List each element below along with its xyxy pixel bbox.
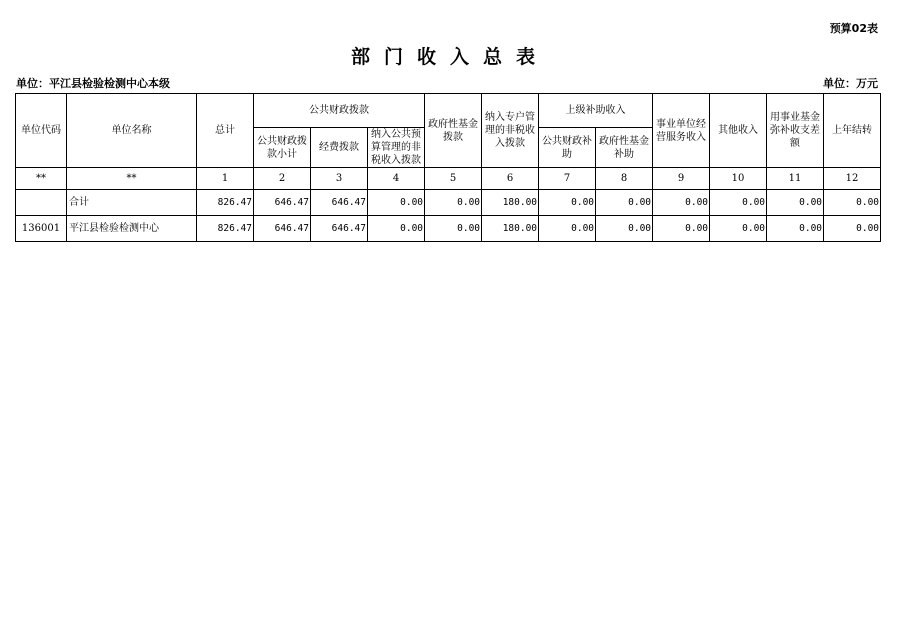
header-funding: 经费拨款 xyxy=(311,128,368,168)
header-unit-code: 单位代码 xyxy=(16,94,67,168)
table-row-unit xyxy=(16,216,881,242)
page-title: 部门收入总表 xyxy=(350,46,549,68)
cell-business-income: 0.00 xyxy=(653,190,710,216)
income-summary-table xyxy=(15,93,881,242)
unit-name-label: 单位：平江县检验检测中心本级 xyxy=(16,77,170,90)
header-special-non-tax: 纳入专户管理的非税收入拨款 xyxy=(482,94,539,168)
header-public-finance-group: 公共财政拨款 xyxy=(254,94,425,128)
cell-superior-public: 0.00 xyxy=(539,216,596,242)
cell-public-subtotal: 646.47 xyxy=(254,190,311,216)
index-cell: 2 xyxy=(254,168,311,190)
cell-other-income: 0.00 xyxy=(710,190,767,216)
header-fund-offset: 用事业基金弥补收支差额 xyxy=(767,94,824,168)
cell-gov-fund: 0.00 xyxy=(425,190,482,216)
header-superior-gov-fund: 政府性基金补助 xyxy=(596,128,653,168)
cell-total: 826.47 xyxy=(197,216,254,242)
index-cell: 11 xyxy=(767,168,824,190)
index-cell: 6 xyxy=(482,168,539,190)
row-unit-name: 合计 xyxy=(67,190,197,216)
cell-fund-offset: 0.00 xyxy=(767,190,824,216)
cell-other-income: 0.00 xyxy=(710,216,767,242)
index-cell: 4 xyxy=(368,168,425,190)
cell-carryover: 0.00 xyxy=(824,216,881,242)
cell-superior-gov-fund: 0.00 xyxy=(596,216,653,242)
header-gov-fund: 政府性基金拨款 xyxy=(425,94,482,168)
cell-fund-offset: 0.00 xyxy=(767,216,824,242)
cell-public-subtotal: 646.47 xyxy=(254,216,311,242)
header-public-subtotal: 公共财政拨款小计 xyxy=(254,128,311,168)
header-business-income: 事业单位经营服务收入 xyxy=(653,94,710,168)
cell-funding: 646.47 xyxy=(311,190,368,216)
cell-carryover: 0.00 xyxy=(824,190,881,216)
cell-non-tax: 0.00 xyxy=(368,190,425,216)
index-cell: 12 xyxy=(824,168,881,190)
header-non-tax: 纳入公共预算管理的非税收入拨款 xyxy=(368,128,425,168)
index-cell: 3 xyxy=(311,168,368,190)
index-cell: ** xyxy=(16,168,67,190)
index-cell: 9 xyxy=(653,168,710,190)
cell-special-non-tax: 180.00 xyxy=(482,216,539,242)
table-row-total xyxy=(16,190,881,216)
header-total: 总计 xyxy=(197,94,254,168)
index-cell: 7 xyxy=(539,168,596,190)
index-cell: ** xyxy=(67,168,197,190)
index-cell: 8 xyxy=(596,168,653,190)
cell-superior-public: 0.00 xyxy=(539,190,596,216)
header-superior-group: 上级补助收入 xyxy=(539,94,653,128)
header-other-income: 其他收入 xyxy=(710,94,767,168)
cell-superior-gov-fund: 0.00 xyxy=(596,190,653,216)
index-cell: 10 xyxy=(710,168,767,190)
header-unit-name: 单位名称 xyxy=(67,94,197,168)
index-row xyxy=(16,168,881,190)
header-carryover: 上年结转 xyxy=(824,94,881,168)
index-cell: 1 xyxy=(197,168,254,190)
cell-gov-fund: 0.00 xyxy=(425,216,482,242)
row-unit-code: 136001 xyxy=(16,216,67,242)
cell-total: 826.47 xyxy=(197,190,254,216)
index-cell: 5 xyxy=(425,168,482,190)
row-unit-name: 平江县检验检测中心 xyxy=(67,216,197,242)
header-superior-public: 公共财政补助 xyxy=(539,128,596,168)
row-unit-code xyxy=(16,190,67,216)
currency-unit-label: 单位：万元 xyxy=(823,77,878,90)
cell-business-income: 0.00 xyxy=(653,216,710,242)
form-number: 预算02表 xyxy=(829,22,878,35)
cell-non-tax: 0.00 xyxy=(368,216,425,242)
cell-special-non-tax: 180.00 xyxy=(482,190,539,216)
cell-funding: 646.47 xyxy=(311,216,368,242)
